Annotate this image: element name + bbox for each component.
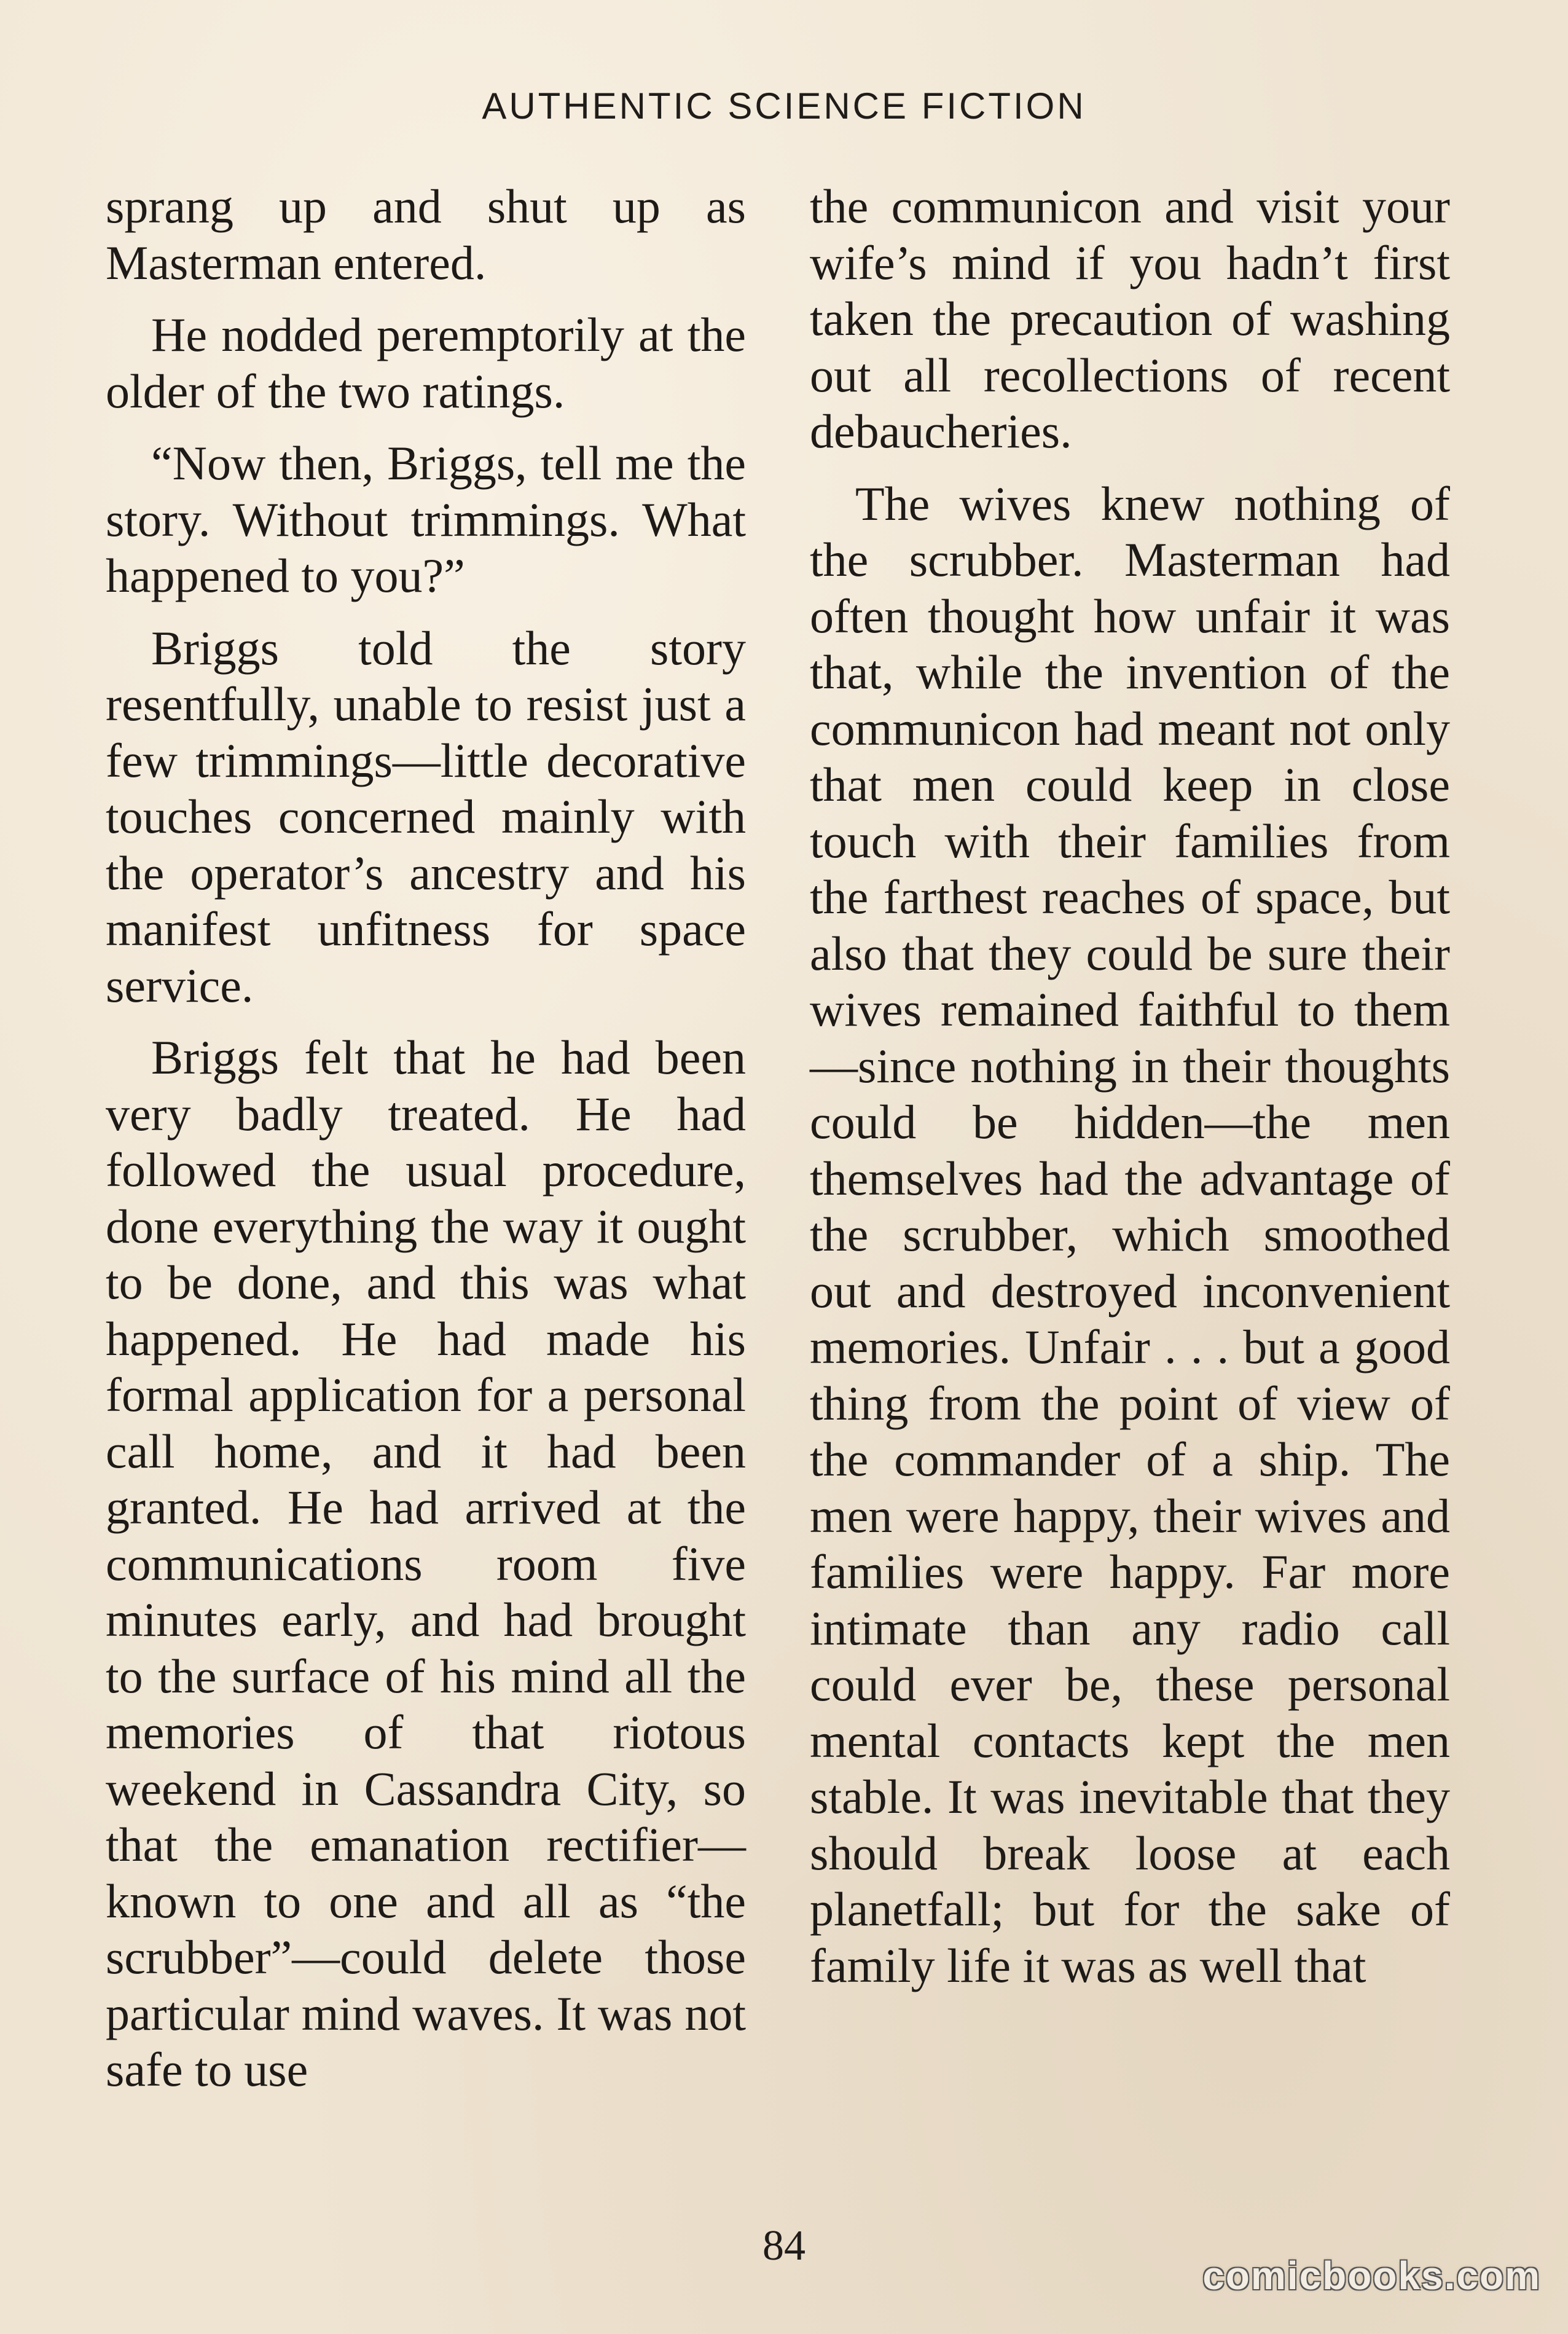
paragraph: the communicon and visit your wife’s mind if you hadn’t first taken the precaution of washing out all recollections of recent debaucheries.: [810, 179, 1450, 458]
watermark-logo: comicbooks.com: [1202, 2253, 1541, 2298]
right-column: [810, 178, 1450, 1994]
paragraph: “Now then, Briggs, tell me the story. Without trimmings. What happened to you?”: [106, 436, 746, 602]
page-number: 84: [762, 2222, 806, 2269]
paragraph: Briggs felt that he had been very badly treated. He had followed the usual procedure, done everything the way it ought to be done, and this was what happened. He had made his formal application for a personal call home, and it had been granted. He had arrived at the communications room five minutes early, and had brought to the surface of his mind all the memories of that riotous weekend in Cassandra City, so that the emanation rectifier—known to one and all as “the scrubber”—could delete those particular mind waves. It was not safe to use: [106, 1031, 746, 2096]
left-column: [106, 178, 746, 2098]
paragraph: The wives knew nothing of the scrubber. Masterman had often thought how unfair it was that, while the invention of the communicon had meant not only that men could keep in close touch with their families from the farthest reaches of space, but also that they could be sure their wives remained faithful to them—since nothing in their thoughts could be hidden—the men themselves had the advantage of the scrubber, which smoothed out and destroyed inconvenient memories. Unfair . . . but a good thing from the point of view of the commander of a ship. The men were happy, their wives and families were happy. Far more intimate than any radio call could ever be, these personal mental contacts kept the men stable. It was inevitable that they should break loose at each planetfall; but for the sake of family life it was as well that: [810, 476, 1450, 1992]
paragraph: He nodded peremptorily at the older of the two ratings.: [106, 308, 746, 418]
paragraph: sprang up and shut up as Masterman entered.: [106, 179, 746, 289]
running-header: AUTHENTIC SCIENCE FICTION: [482, 85, 1086, 127]
paragraph: Briggs told the story resentfully, unable to resist just a few trimmings—little decorative touches concerned mainly with the operator’s ancestry and his manifest unfitness for space service.: [106, 621, 746, 1012]
